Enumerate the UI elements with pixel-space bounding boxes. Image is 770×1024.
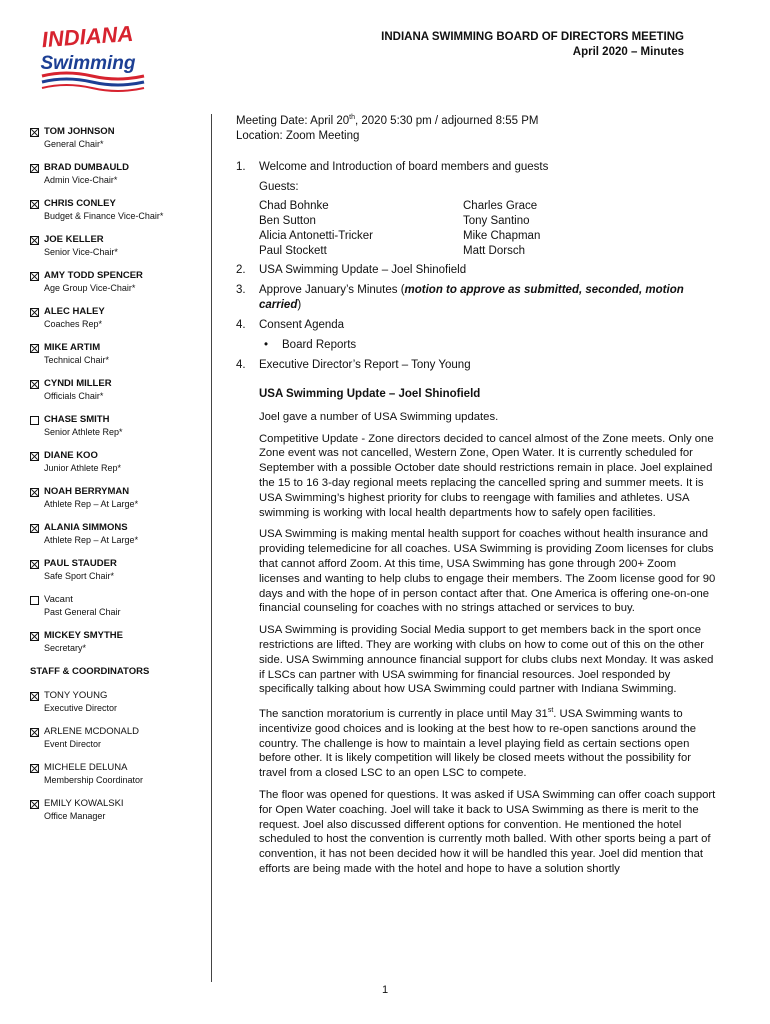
meeting-date-prefix: Meeting Date: April 20	[236, 114, 350, 127]
attendee-role: Secretary*	[44, 643, 87, 653]
attendee-name: ALEC HALEY	[44, 306, 105, 317]
meeting-date-suffix: , 2020 5:30 pm / adjourned 8:55 PM	[355, 114, 539, 127]
attendee-role: Admin Vice-Chair*	[44, 175, 118, 185]
paragraph-sup: st	[547, 707, 554, 715]
agenda	[236, 160, 716, 373]
attendee-role: Office Manager	[44, 811, 106, 821]
attendee-name-row	[30, 162, 210, 174]
guest-name: Mike Chapman	[463, 229, 541, 242]
guest-name: Tony Santino	[463, 214, 530, 227]
attendee	[30, 306, 210, 330]
attendee-name: MICKEY SMYTHE	[44, 630, 124, 641]
checked-box-icon	[30, 764, 39, 773]
empty-box-icon	[30, 416, 39, 425]
attendee-role: Executive Director	[44, 703, 118, 713]
attendee-name-row	[30, 630, 210, 642]
attendee-name-row	[30, 342, 210, 354]
meeting-date-sup: th	[349, 114, 355, 121]
guest-name: Alicia Antonetti-Tricker	[259, 229, 373, 242]
sidebar-divider	[211, 114, 212, 982]
attendee-name: CHRIS CONLEY	[44, 198, 116, 209]
checked-box-icon	[30, 488, 39, 497]
attendee	[30, 270, 210, 294]
agenda-item-number: 3.	[236, 283, 246, 296]
attendee-name-row	[30, 690, 210, 702]
attendee-name: DIANE KOO	[44, 450, 98, 461]
attendance-sidebar	[30, 126, 210, 834]
board-list	[30, 126, 210, 654]
attendee-role: Safe Sport Chair*	[44, 571, 115, 581]
attendee-name-row	[30, 486, 210, 498]
attendee	[30, 726, 210, 750]
meeting-location: Location: Zoom Meeting	[236, 129, 360, 142]
attendee-name: MICHELE DELUNA	[44, 762, 128, 773]
attendee-role: Age Group Vice-Chair*	[44, 283, 136, 293]
attendee	[30, 342, 210, 366]
paragraph: USA Swimming is making mental health support for coaches without health insurance and providing telemedicine for all coaches. USA Swimming is providing Zoom licenses for clubs that cannot afford Zoom. At this time, USA Swimming has gone through 200+ Zoom licenses and wanting to help clubs to engage their members. The Zoom license good for 90 days and with the hope of in person contact after that. One America is offering one-on-one financial counseling for coaches with no strings attached or services to buy.	[259, 528, 716, 615]
agenda-item-number: 4.	[236, 318, 246, 331]
agenda-item-text-pre: Approve January’s Minutes (	[259, 283, 405, 296]
attendee-name: TONY YOUNG	[44, 690, 108, 701]
attendee-name: NOAH BERRYMAN	[44, 486, 130, 497]
agenda-item-text-post: )	[297, 298, 302, 311]
agenda-subitem-text: Board Reports	[282, 338, 357, 351]
usa-swimming-update-section	[259, 387, 716, 877]
attendee-role: Event Director	[44, 739, 102, 749]
document-title: INDIANA SWIMMING BOARD OF DIRECTORS MEETING	[381, 31, 684, 43]
agenda-item	[236, 358, 716, 373]
attendee-name-row	[30, 126, 210, 138]
guest-name: Charles Grace	[463, 199, 538, 212]
attendee-name: JOE KELLER	[44, 234, 104, 245]
agenda-item-number: 4.	[236, 358, 246, 371]
logo-bottom-text: Swimming	[40, 53, 136, 74]
agenda-item-text: Welcome and Introduction of board members and guests	[259, 160, 549, 173]
attendee-role: Athlete Rep – At Large*	[44, 499, 139, 509]
agenda-item-number: 2.	[236, 263, 246, 276]
checked-box-icon	[30, 380, 39, 389]
attendee-role: Budget & Finance Vice-Chair*	[44, 211, 164, 221]
attendee-name-row	[30, 558, 210, 570]
motion-text: motion to approve as submitted, seconded, motion carried	[259, 283, 684, 311]
agenda-item	[236, 283, 716, 313]
attendee-name-row	[30, 450, 210, 462]
paragraph	[259, 704, 716, 781]
agenda-item-text: USA Swimming Update – Joel Shinofield	[259, 263, 467, 276]
guest-name: Chad Bohnke	[259, 199, 329, 212]
agenda-item-text: Executive Director’s Report – Tony Young	[259, 358, 471, 371]
agenda-subitem	[264, 338, 716, 353]
meeting-date	[236, 110, 716, 129]
attendee	[30, 762, 210, 786]
checked-box-icon	[30, 728, 39, 737]
attendee-name: AMY TODD SPENCER	[44, 270, 143, 281]
attendee-role: Junior Athlete Rep*	[44, 463, 122, 473]
guest-name: Paul Stockett	[259, 244, 327, 257]
attendee-name: ARLENE MCDONALD	[44, 726, 140, 737]
attendee-name-row	[30, 198, 210, 210]
attendee-name: ALANIA SIMMONS	[44, 522, 128, 533]
attendee	[30, 798, 210, 822]
attendee-name-row	[30, 726, 210, 738]
bullet-icon: •	[264, 338, 269, 351]
attendee-role: Senior Athlete Rep*	[44, 427, 123, 437]
attendee	[30, 378, 210, 402]
attendee-role: Technical Chair*	[44, 355, 110, 365]
paragraph: USA Swimming is providing Social Media support to get members back in the sport once restrictions are lifted. They are working with clubs on how to come out of this on the other side. USA Swimming announce financial support for clubs clubs next Monday. It was asked if LSCs can partner with USA swimming for financial resources. Joel responded by specifically talking about how USA Swimming could partner with Indiana Swimming.	[259, 624, 714, 696]
checked-box-icon	[30, 344, 39, 353]
attendee	[30, 450, 210, 474]
agenda-item-text	[259, 283, 716, 313]
agenda-item	[236, 318, 716, 333]
checked-box-icon	[30, 164, 39, 173]
attendee-role: Past General Chair	[44, 607, 121, 617]
agenda-item-number: 1.	[236, 160, 246, 173]
indiana-swimming-logo	[36, 14, 148, 94]
attendee	[30, 162, 210, 186]
checked-box-icon	[30, 800, 39, 809]
attendee-role: Coaches Rep*	[44, 319, 103, 329]
guest-name: Ben Sutton	[259, 214, 316, 227]
attendee-role: Membership Coordinator	[44, 775, 144, 785]
attendee-name-row	[30, 234, 210, 246]
attendee	[30, 486, 210, 510]
staff-list	[30, 690, 210, 822]
checked-box-icon	[30, 236, 39, 245]
paragraph: Competitive Update - Zone directors decided to cancel almost of the Zone meets. Only one Zone event was not cancelled, Western Zone, Open Water. It is currently scheduled for September with a possible October date should restrictions remain in place. Joel explained the 15 to 16 3-day regional meets replacing the cancelled spring and summer meets. It is USA Swimming’s highest priority for clubs to reengage with families and athletes. USA swimming is working with local health departments how to safely open facilities.	[259, 432, 714, 519]
attendee	[30, 198, 210, 222]
attendee-role: General Chair*	[44, 139, 104, 149]
attendee-name-row	[30, 414, 210, 426]
checked-box-icon	[30, 308, 39, 317]
paragraph: The floor was opened for questions. It was asked if USA Swimming can offer coach support for Open Water coaching. Joel will take it back to USA Swimming as there is merit to the request. Joel also discussed different options for convention. He mentioned the hotel scheduled to host the convention is currently moth balled. With other sports being a part of convention, it has not been decided how it will be handled this year. Joel did mention that efforts are being made with the hotel and hope to have a solution shortly	[259, 788, 716, 875]
document-header	[381, 30, 684, 60]
paragraph-pre: The sanction moratorium is currently in place until May 31	[259, 707, 548, 720]
attendee	[30, 594, 210, 618]
paragraph: Joel gave a number of USA Swimming updates.	[259, 410, 499, 423]
attendee-name: TOM JOHNSON	[44, 126, 115, 137]
checked-box-icon	[30, 272, 39, 281]
checked-box-icon	[30, 128, 39, 137]
attendee-name-row	[30, 306, 210, 318]
attendee-name: Vacant	[44, 594, 73, 605]
attendee-role: Officials Chair*	[44, 391, 104, 401]
agenda-item-text: Consent Agenda	[259, 318, 345, 331]
staff-header: STAFF & COORDINATORS	[30, 666, 150, 677]
agenda-item	[236, 263, 716, 278]
checked-box-icon	[30, 200, 39, 209]
attendee-name-row	[30, 522, 210, 534]
attendee-name: MIKE ARTIM	[44, 342, 101, 353]
checked-box-icon	[30, 560, 39, 569]
agenda-item	[236, 160, 716, 175]
attendee	[30, 690, 210, 714]
attendee-name: PAUL STAUDER	[44, 558, 117, 569]
guest-name: Matt Dorsch	[463, 244, 525, 257]
attendee-role: Senior Vice-Chair*	[44, 247, 118, 257]
attendee	[30, 414, 210, 438]
checked-box-icon	[30, 632, 39, 641]
attendee-name: BRAD DUMBAULD	[44, 162, 129, 173]
meeting-meta	[236, 110, 716, 144]
minutes-body	[236, 110, 716, 884]
checked-box-icon	[30, 692, 39, 701]
logo-top-text: INDIANA	[40, 20, 135, 53]
attendee-role: Athlete Rep – At Large*	[44, 535, 139, 545]
guest-list	[259, 199, 716, 259]
attendee	[30, 126, 210, 150]
checked-box-icon	[30, 452, 39, 461]
attendee	[30, 234, 210, 258]
attendee-name: CYNDI MILLER	[44, 378, 112, 389]
attendee-name-row	[30, 594, 210, 606]
attendee	[30, 558, 210, 582]
attendee-name-row	[30, 762, 210, 774]
attendee-name-row	[30, 270, 210, 282]
attendee-name-row	[30, 798, 210, 810]
document-subtitle: April 2020 – Minutes	[572, 46, 684, 58]
attendee-name: CHASE SMITH	[44, 414, 110, 425]
guests-label: Guests:	[259, 180, 299, 193]
attendee	[30, 522, 210, 546]
attendee-name: EMILY KOWALSKI	[44, 798, 124, 809]
attendee-name-row	[30, 378, 210, 390]
page-number: 1	[381, 984, 389, 996]
empty-box-icon	[30, 596, 39, 605]
section-title: USA Swimming Update – Joel Shinofield	[259, 387, 481, 400]
attendee	[30, 630, 210, 654]
checked-box-icon	[30, 524, 39, 533]
paragraph-post: . USA Swimming wants to incentivize good choices and is looking at the best how to re-open sanctions around the country. The challenge is how to maintain a level playing field as certain sections open before other. It is likely competition will likely be closed meets without the possibility for travel from a closed LSC to an open LSC to compete.	[259, 707, 697, 780]
